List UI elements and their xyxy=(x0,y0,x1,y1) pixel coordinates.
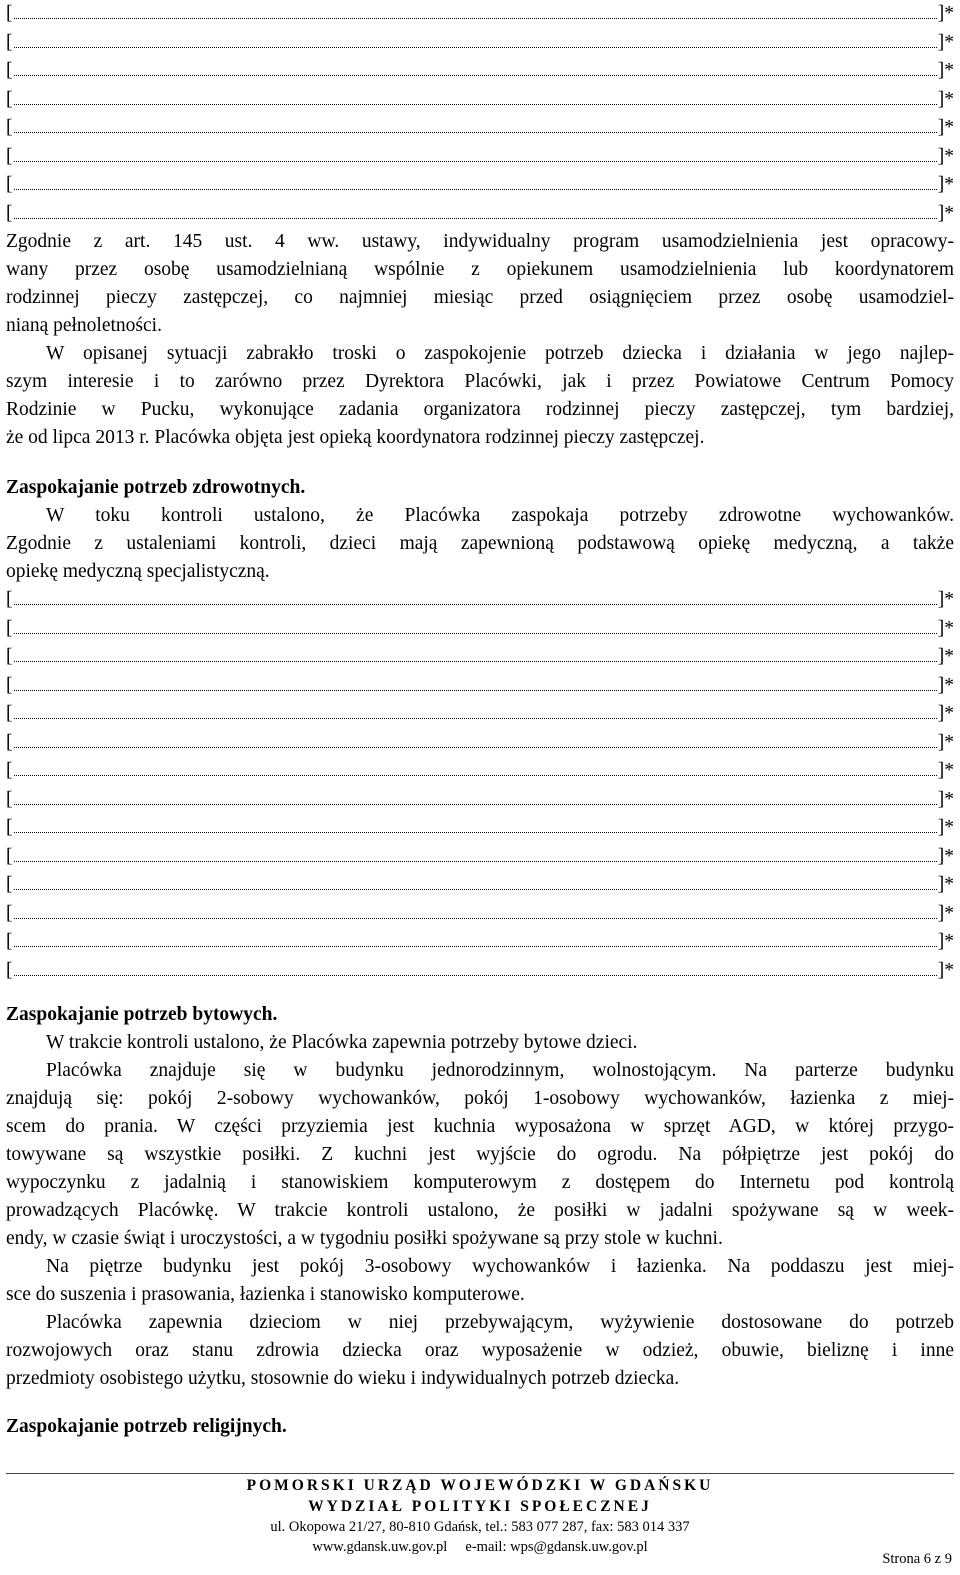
redaction-open: [ xyxy=(6,117,13,138)
redaction-close: ]* xyxy=(937,3,954,24)
document-page xyxy=(6,0,954,1441)
redacted-line xyxy=(6,643,954,672)
text-line: Zgodnie z ustaleniami kontroli, dzieci mają zapewnioną podstawową opiekę medyczną, a także xyxy=(6,533,954,554)
redacted-line xyxy=(6,672,954,701)
redacted-line xyxy=(6,871,954,900)
paragraph-first-floor xyxy=(6,1253,954,1309)
redaction-open: [ xyxy=(6,589,13,610)
redaction-close: ]* xyxy=(937,60,954,81)
text-line: przedmioty osobistego użytku, stosownie do wieku i indywidualnych potrzeb dziecka. xyxy=(6,1368,680,1389)
footer-address: ul. Okopowa 21/27, 80-810 Gdańsk, tel.: 583 077 287, fax: 583 014 337 xyxy=(270,1519,690,1535)
redaction-close: ]* xyxy=(937,817,954,838)
redaction-open: [ xyxy=(6,902,13,924)
redaction-open: [ xyxy=(6,145,13,167)
redacted-line xyxy=(6,57,954,86)
redaction-dots xyxy=(14,586,937,605)
redaction-dots xyxy=(14,57,937,76)
redaction-open: [ xyxy=(6,88,13,110)
text-line: szym interesie i to zarówno przez Dyrektora Placówki, jak i przez Powiatowe Centrum Pomocy xyxy=(6,371,954,392)
redaction-open: [ xyxy=(6,845,13,867)
redacted-line xyxy=(6,957,954,986)
paragraph-art-145 xyxy=(6,228,954,340)
redaction-dots xyxy=(14,0,937,19)
paragraph-opisanej-sytuacji xyxy=(6,340,954,452)
redacted-line xyxy=(6,86,954,115)
redacted-line xyxy=(6,900,954,929)
redaction-open: [ xyxy=(6,174,13,195)
text-line: Rodzinie w Pucku, wykonujące zadania organizatora rodzinnej pieczy zastępczej, tym bardziej, xyxy=(6,399,954,420)
text-line: Placówka znajduje się w budynku jednorodzinnym, wolnostojącym. Na parterze budynku xyxy=(46,1060,954,1081)
redaction-close: ]* xyxy=(937,703,954,724)
redaction-dots xyxy=(14,114,937,133)
redacted-line xyxy=(6,615,954,644)
redaction-open: [ xyxy=(6,3,13,24)
text-line: opiekę medyczną specjalistyczną. xyxy=(6,561,270,582)
redaction-open: [ xyxy=(6,788,13,810)
redaction-dots xyxy=(14,29,937,48)
redaction-dots xyxy=(14,615,937,634)
redaction-close: ]* xyxy=(937,31,954,53)
text-line: W opisanej sytuacji zabrakło troski o zaspokojenie potrzeb dziecka i działania w jego najlep- xyxy=(46,343,954,364)
redaction-close: ]* xyxy=(937,174,954,195)
redaction-open: [ xyxy=(6,646,13,667)
page-number: Strona 6 z 9 xyxy=(882,1551,952,1567)
redaction-close: ]* xyxy=(937,646,954,667)
text-line: prowadzących Placówkę. W trakcie kontroli ustalono, że posiłki w jadalni spożywane są w week- xyxy=(6,1200,954,1221)
redaction-open: [ xyxy=(6,817,13,838)
footer-department: WYDZIAŁ POLITYKI SPOŁECZNEJ xyxy=(308,1498,652,1515)
paragraph-nutrition xyxy=(6,1309,954,1393)
redaction-dots xyxy=(14,843,937,862)
redaction-close: ]* xyxy=(937,959,954,981)
redaction-close: ]* xyxy=(937,617,954,639)
redaction-close: ]* xyxy=(937,931,954,952)
redaction-open: [ xyxy=(6,874,13,895)
redacted-line xyxy=(6,586,954,615)
section-heading-religion: Zaspokajanie potrzeb religijnych. xyxy=(6,1416,287,1437)
redaction-close: ]* xyxy=(937,589,954,610)
redacted-line xyxy=(6,200,954,229)
redaction-open: [ xyxy=(6,931,13,952)
text-line: Zgodnie z art. 145 ust. 4 ww. ustawy, indywidualny program usamodzielnienia jest opracowy- xyxy=(6,231,954,252)
redaction-dots xyxy=(14,928,937,947)
redacted-line xyxy=(6,843,954,872)
footer-institution: POMORSKI URZĄD WOJEWÓDZKI W GDAŃSKU xyxy=(246,1477,714,1494)
redacted-line xyxy=(6,757,954,786)
redaction-open: [ xyxy=(6,760,13,781)
redaction-open: [ xyxy=(6,703,13,724)
redaction-close: ]* xyxy=(937,88,954,110)
redacted-line xyxy=(6,171,954,200)
redaction-close: ]* xyxy=(937,902,954,924)
redacted-line xyxy=(6,729,954,758)
text-line: rozwojowych oraz stanu zdrowia dziecka oraz wyposażenie w odzież, obuwie, bieliznę i inne xyxy=(6,1340,954,1361)
redaction-open: [ xyxy=(6,674,13,696)
text-line: Placówka zapewnia dzieciom w niej przebywającym, wyżywienie dostosowane do potrzeb xyxy=(46,1312,954,1333)
text-line: sce do suszenia i prasowania, łazienka i stanowisko komputerowe. xyxy=(6,1284,525,1305)
text-line: że od lipca 2013 r. Placówka objęta jest opieką koordynatora rodzinnej pieczy zastępczej. xyxy=(6,427,705,448)
text-line: towywane są wszystkie posiłki. Z kuchni jest wyjście do ogrodu. Na półpiętrze jest pokój do xyxy=(6,1144,954,1165)
text-line: nianą pełnoletności. xyxy=(6,315,162,336)
text-line: endy, w czasie świąt i uroczystości, a w tygodniu posiłki spożywane są przy stole w kuchni. xyxy=(6,1228,723,1249)
redacted-line xyxy=(6,143,954,172)
redaction-dots xyxy=(14,729,937,748)
text-line: znajdują się: pokój 2-sobowy wychowanków, pokój 1-osobowy wychowanków, łazienka z miej- xyxy=(6,1088,954,1109)
redacted-line xyxy=(6,0,954,29)
text-line: Na piętrze budynku jest pokój 3-osobowy wychowanków i łazienka. Na poddaszu jest miej- xyxy=(46,1256,954,1277)
redaction-dots xyxy=(14,171,937,190)
redaction-dots xyxy=(14,957,937,976)
redaction-open: [ xyxy=(6,60,13,81)
redaction-dots xyxy=(14,700,937,719)
footer-web: www.gdansk.uw.gov.pl e-mail: wps@gdansk.uw.gov.pl xyxy=(312,1539,648,1555)
footer-divider xyxy=(6,1473,954,1474)
redaction-open: [ xyxy=(6,617,13,639)
redaction-close: ]* xyxy=(937,874,954,895)
redaction-open: [ xyxy=(6,202,13,224)
text-line: wany przez osobę usamodzielnianą wspólnie z opiekunem usamodzielnienia lub koordynatorem xyxy=(6,259,954,280)
section-heading-living: Zaspokajanie potrzeb bytowych. xyxy=(6,1004,278,1025)
redacted-block-1 xyxy=(6,0,954,228)
redaction-dots xyxy=(14,871,937,890)
text-line: W trakcie kontroli ustalono, że Placówka zapewnia potrzeby bytowe dzieci. xyxy=(46,1032,638,1053)
redacted-block-2 xyxy=(6,586,954,985)
redaction-close: ]* xyxy=(937,117,954,138)
redaction-open: [ xyxy=(6,959,13,981)
text-line: scem do prania. W części przyziemia jest kuchnia wyposażona w sprzęt AGD, w której przygo- xyxy=(6,1116,954,1137)
redaction-dots xyxy=(14,814,937,833)
redaction-close: ]* xyxy=(937,760,954,781)
paragraph-building xyxy=(6,1057,954,1253)
redacted-line xyxy=(6,29,954,58)
redaction-dots xyxy=(14,672,937,691)
text-line: rodzinnej pieczy zastępczej, co najmniej miesiąc przed osiągnięciem przez osobę usamodziel- xyxy=(6,287,954,308)
redaction-dots xyxy=(14,757,937,776)
redaction-dots xyxy=(14,900,937,919)
redaction-close: ]* xyxy=(937,845,954,867)
redaction-close: ]* xyxy=(937,202,954,224)
redacted-line xyxy=(6,114,954,143)
text-line: wypoczynku z jadalnią i stanowiskiem komputerowym z dostępem do Internetu pod kontrolą xyxy=(6,1172,954,1193)
page-footer xyxy=(0,1475,960,1557)
redaction-open: [ xyxy=(6,731,13,753)
redaction-dots xyxy=(14,643,937,662)
redacted-line xyxy=(6,814,954,843)
redaction-open: [ xyxy=(6,31,13,53)
redacted-line xyxy=(6,786,954,815)
redaction-dots xyxy=(14,143,937,162)
redaction-close: ]* xyxy=(937,788,954,810)
section-heading-health: Zaspokajanie potrzeb zdrowotnych. xyxy=(6,477,306,498)
redacted-line xyxy=(6,700,954,729)
redaction-dots xyxy=(14,786,937,805)
redaction-close: ]* xyxy=(937,145,954,167)
redacted-line xyxy=(6,928,954,957)
redaction-dots xyxy=(14,200,937,219)
redaction-dots xyxy=(14,86,937,105)
text-line: W toku kontroli ustalono, że Placówka zaspokaja potrzeby zdrowotne wychowanków. xyxy=(46,505,954,526)
redaction-close: ]* xyxy=(937,731,954,753)
redaction-close: ]* xyxy=(937,674,954,696)
